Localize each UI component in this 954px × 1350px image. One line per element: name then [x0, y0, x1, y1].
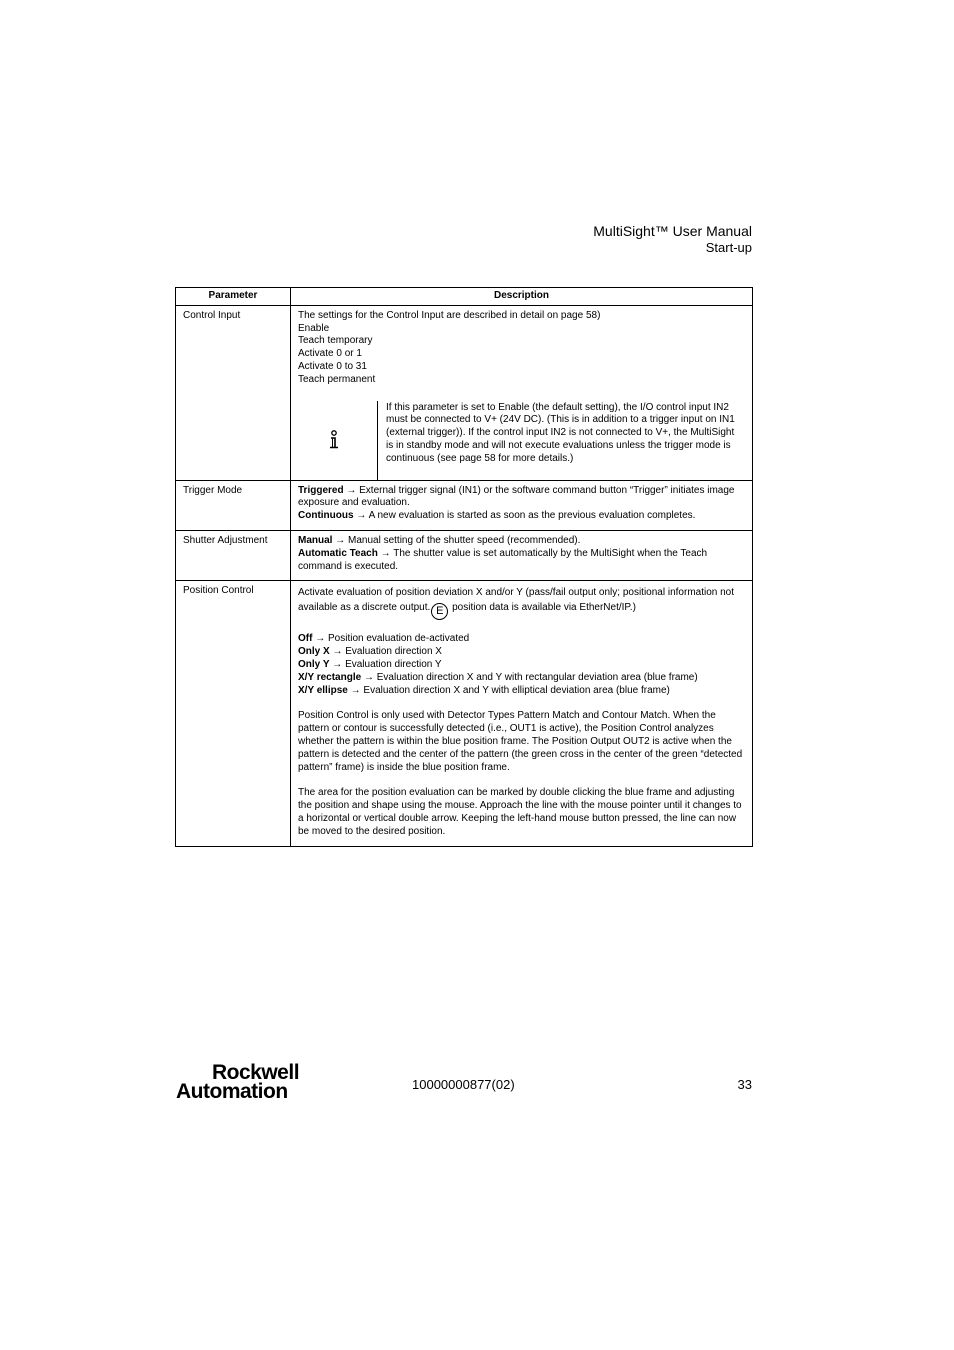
option-line	[298, 633, 745, 646]
option-term: X/Y rectangle	[298, 671, 362, 683]
option-item: Enable	[298, 322, 330, 334]
arrow-icon: →	[363, 671, 374, 683]
logo-line-2: Automation	[176, 1080, 288, 1103]
option-term: Continuous	[298, 510, 354, 522]
option-term: Triggered	[298, 484, 344, 496]
option-term: Automatic Teach	[298, 547, 378, 559]
option-term: Only Y	[298, 658, 330, 670]
section-title: Start-up	[705, 240, 752, 255]
option-line	[298, 646, 745, 659]
option-text: Evaluation direction Y	[345, 658, 442, 670]
option-line	[298, 510, 745, 523]
table-row-control-input	[176, 305, 753, 480]
arrow-icon: →	[315, 633, 326, 645]
option-text: Evaluation direction X	[345, 646, 442, 658]
description-intro	[298, 585, 745, 620]
arrow-icon: →	[356, 510, 367, 522]
column-header-parameter: Parameter	[176, 288, 291, 306]
option-text: Manual setting of the shutter speed (recommended).	[348, 534, 581, 546]
option-item: Activate 0 to 31	[298, 360, 367, 372]
table-row-position-control	[176, 581, 753, 846]
table-row-trigger-mode	[176, 480, 753, 530]
table-row-shutter-adjustment	[176, 530, 753, 580]
option-item: Teach permanent	[298, 373, 376, 385]
parameter-description	[291, 305, 753, 480]
logo-line-1: Rockwell	[212, 1061, 300, 1084]
arrow-icon: →	[335, 534, 346, 546]
description-intro: The settings for the Control Input are described in detail on page 58)	[298, 309, 601, 321]
document-number: 10000000877(02)	[412, 1077, 515, 1092]
arrow-icon: →	[346, 484, 357, 496]
option-term: Only X	[298, 646, 330, 658]
option-line	[298, 672, 745, 685]
parameter-description	[291, 581, 753, 846]
intro-text: Activate evaluation of position deviation X and/or Y (pass/fail output only; positional information not available as a discrete output.	[298, 587, 735, 614]
option-line	[298, 685, 745, 698]
arrow-icon: →	[332, 658, 343, 670]
option-text: Evaluation direction X and Y with rectangular deviation area (blue frame)	[376, 671, 698, 683]
parameter-name: Position Control	[176, 581, 291, 846]
option-item: Teach temporary	[298, 335, 373, 347]
info-icon	[327, 430, 341, 450]
info-note	[291, 401, 752, 480]
info-note-text: If this parameter is set to Enable (the default setting), the I/O control input IN2 must be connected to V+ (24V DC). (This is in addition to a trigger input on IN1 (external trigger)). If the control input IN2 is not connected to V+, the MultiSight is in standby mode and will not execute evaluations unless the trigger mode is continuous (see page 58 for more details.)	[386, 401, 735, 464]
option-line	[298, 535, 745, 548]
manual-title: MultiSight™ User Manual	[593, 223, 752, 239]
table-header-row	[176, 288, 753, 306]
option-term: X/Y ellipse	[298, 684, 348, 696]
description-paragraph: The area for the position evaluation can be marked by double clicking the blue frame and adjusting the position and shape using the mouse. Approach the line with the mouse pointer until it changes to a horizontal or vertical double arrow. Keeping the left-hand mouse button pressed, the line can now be moved to the desired position.	[298, 787, 742, 837]
page-number: 33	[737, 1077, 752, 1092]
intro-text-cont: position data is available via EtherNet/IP.)	[452, 602, 636, 614]
option-line	[298, 485, 745, 511]
arrow-icon: →	[350, 684, 361, 696]
option-item: Activate 0 or 1	[298, 348, 362, 360]
option-line	[298, 548, 745, 574]
option-text: External trigger signal (IN1) or the software command button “Trigger” initiates image exposure and evaluation.	[298, 484, 735, 509]
parameter-name: Control Input	[176, 305, 291, 480]
arrow-icon: →	[380, 547, 391, 559]
option-term: Manual	[298, 534, 333, 546]
option-text: A new evaluation is started as soon as the previous evaluation completes.	[368, 510, 696, 522]
option-text: Position evaluation de-activated	[328, 633, 470, 645]
option-term: Off	[298, 633, 313, 645]
option-text: The shutter value is set automatically by the MultiSight when the Teach command is executed.	[298, 547, 708, 572]
info-icon-cell	[291, 401, 378, 480]
description-paragraph: Position Control is only used with Detector Types Pattern Match and Contour Match. When the pattern or contour is successfully detected (i.e., OUT1 is active), the Position Control analyzes whether the pattern is within the blue position frame. The Position Output OUT2 is active when the pattern is detected and the center of the pattern (the green cross in the center of the green “detected pattern” frame) is inside the blue position frame.	[298, 710, 743, 773]
parameter-description	[291, 480, 753, 530]
option-line	[298, 659, 745, 672]
parameter-name: Shutter Adjustment	[176, 530, 291, 580]
rockwell-automation-logo	[176, 1063, 299, 1101]
page-header	[593, 223, 752, 256]
arrow-icon: →	[332, 646, 343, 658]
parameter-description	[291, 530, 753, 580]
column-header-description: Description	[291, 288, 753, 306]
parameter-table	[175, 287, 753, 847]
parameter-name: Trigger Mode	[176, 480, 291, 530]
ethernet-ip-icon: E	[431, 603, 448, 620]
option-text: Evaluation direction X and Y with elliptical deviation area (blue frame)	[363, 684, 670, 696]
